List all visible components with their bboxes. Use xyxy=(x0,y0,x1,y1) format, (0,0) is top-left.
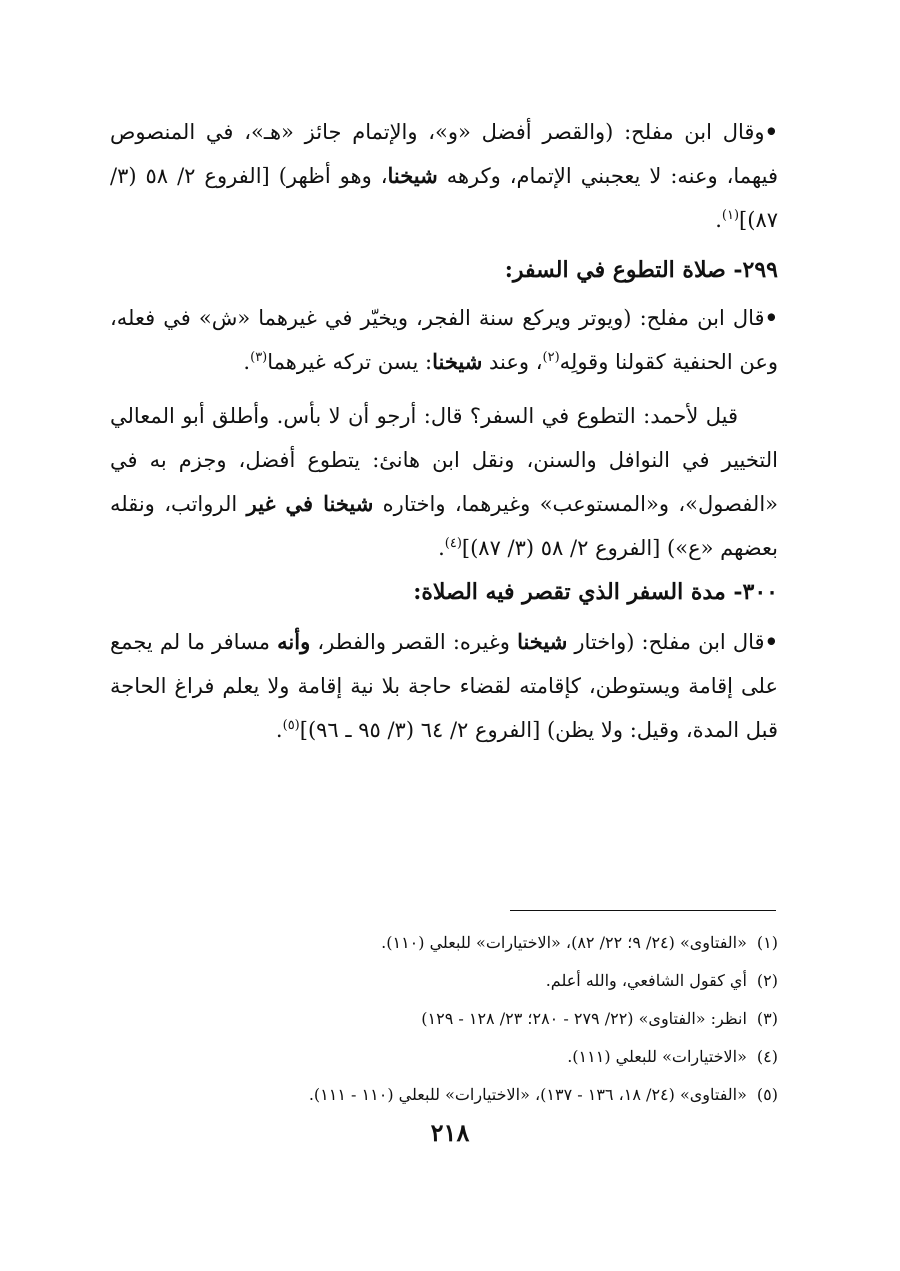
footnote-number: (١) xyxy=(756,933,778,952)
footnote-number: (٢) xyxy=(756,971,778,990)
paragraph-text: ، وعند xyxy=(482,350,543,374)
paragraph-end: . xyxy=(438,536,445,560)
footnote-item xyxy=(110,924,778,962)
bullet-marker: • xyxy=(764,629,778,654)
footnote-item xyxy=(110,1038,778,1076)
paragraph-qasr-preference xyxy=(110,110,778,242)
section-heading-300: ٣٠٠- مدة السفر الذي تقصر فيه الصلاة: xyxy=(413,579,778,605)
paragraph-end: . xyxy=(275,718,283,742)
footnote-text: «الفتاوى» (٢٤/ ٩؛ ٢٢/ ٨٢)، «الاختيارات» للبعلي (١١٠). xyxy=(381,933,747,952)
footnote-number: (٣) xyxy=(756,1009,778,1028)
footnote-text: «الفتاوى» (٢٤/ ١٨، ١٣٦ - ١٣٧)، «الاختيارات» للبعلي (١١٠ - ١١١). xyxy=(308,1085,747,1104)
footnote-item xyxy=(110,962,778,1000)
paragraph-text: قال ابن مفلح: (واختار xyxy=(567,630,765,654)
paragraph-text: : يسن تركه غيرهما xyxy=(267,350,433,374)
footnote-reference: (١) xyxy=(721,208,740,223)
bullet-marker: • xyxy=(764,119,778,144)
section-heading-299: ٢٩٩- صلاة التطوع في السفر: xyxy=(504,257,778,283)
bold-term: شيخنا xyxy=(432,349,483,374)
paragraph-text: الرواتب، ونقله بعضهم «ع») [الفروع ٢/ ٥٨ (٣/ ٨٧)] xyxy=(110,492,778,560)
bold-term: شيخنا xyxy=(517,629,568,654)
paragraph-witr-sunnah xyxy=(110,296,778,384)
paragraph-text: وقال ابن مفلح: (والقصر أفضل «و»، والإتمام جائز «هـ»، في المنصوص فيهما، وعنه: لا يعجبني الإتمام، وكرهه xyxy=(110,120,779,188)
paragraph-text: وغيره: القصر والفطر، xyxy=(310,630,518,654)
footnote-text: انظر: «الفتاوى» (٢٢/ ٢٧٩ - ٢٨٠؛ ٢٣/ ١٢٨ - ١٢٩) xyxy=(421,1009,747,1028)
paragraph-text: ، وهو أظهر) [الفروع ٢/ ٥٨ (٣/ ٨٧)] xyxy=(110,164,778,232)
page-number: ٢١٨ xyxy=(430,1118,470,1147)
footnotes-list xyxy=(110,924,778,1114)
bold-term: وأنه xyxy=(277,629,311,654)
footnote-separator-rule xyxy=(510,910,776,911)
bullet-marker: • xyxy=(764,305,778,330)
footnote-text: «الاختيارات» للبعلي (١١١). xyxy=(567,1047,747,1066)
footnote-reference: (٣) xyxy=(250,350,268,365)
page-body xyxy=(110,110,778,752)
bold-term: في غير xyxy=(246,491,324,516)
paragraph-end: . xyxy=(243,350,251,374)
footnote-number: (٥) xyxy=(756,1085,778,1104)
paragraph-text: مسافر ما لم يجمع على إقامة ويستوطن، كإقامته لقضاء حاجة بلا نية إقامة ولا يعلم فراغ الحاجة قبل المدة، وقيل: ولا يظن) [الفروع ٢/ ٦٤ (٣/ ٩٥ ـ ٩٦)] xyxy=(110,630,778,742)
paragraph-text: قيل لأحمد: التطوع في السفر؟ قال: أرجو أن لا بأس. وأطلق أبو المعالي التخيير في النوافل والسنن، ونقل ابن هانئ: يتطوع أفضل، وجزم به في «الفصول»، و«المستوعب» وغيرهما، واختاره xyxy=(110,404,778,516)
footnote-number: (٤) xyxy=(756,1047,778,1066)
bold-term: شيخنا xyxy=(323,491,374,516)
footnote-reference: (٢) xyxy=(542,350,560,365)
paragraph-tatawwu-in-safar xyxy=(110,394,778,570)
footnote-reference: (٤) xyxy=(444,536,462,551)
paragraph-duration-of-safar xyxy=(110,620,778,752)
paragraph-text: قال ابن مفلح: (ويوتر ويركع سنة الفجر، ويخيّر في غيرهما «ش» في فعله، وعن الحنفية كقولنا وقولِه xyxy=(110,306,778,374)
footnote-text: أي كقول الشافعي، والله أعلم. xyxy=(545,971,747,990)
bold-term: شيخنا xyxy=(387,163,438,188)
paragraph-end: . xyxy=(715,208,722,232)
footnote-item xyxy=(110,1076,778,1114)
footnote-item xyxy=(110,1000,778,1038)
footnote-reference: (٥) xyxy=(282,718,300,733)
